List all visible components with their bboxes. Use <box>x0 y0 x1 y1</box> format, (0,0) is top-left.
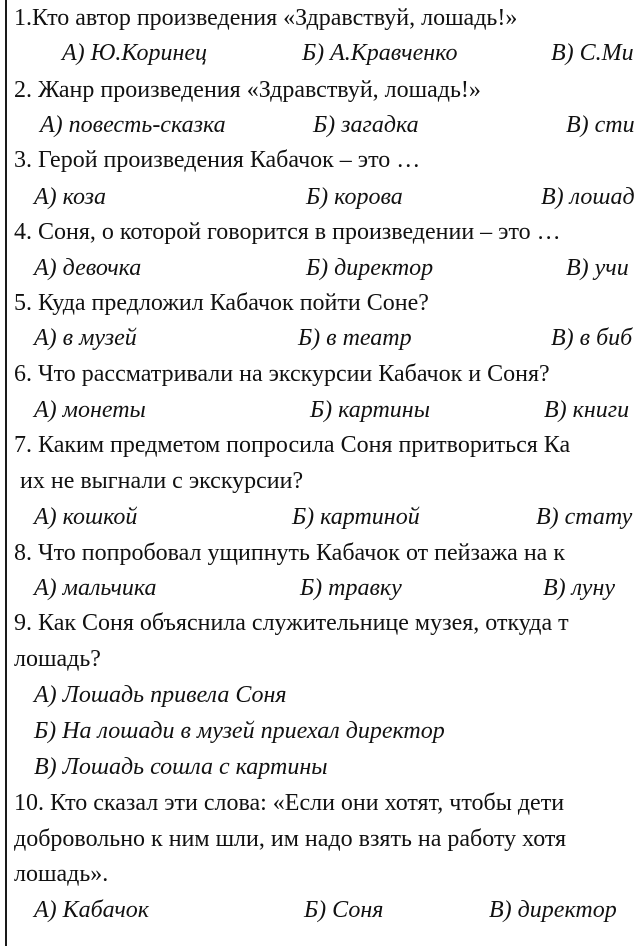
question-3-options <box>0 182 640 212</box>
question-4-option-a[interactable]: А) девочка <box>34 255 142 281</box>
question-6-option-a[interactable]: А) монеты <box>34 397 146 423</box>
question-5-option-a[interactable]: А) в музей <box>34 325 137 351</box>
question-8-option-a[interactable]: А) мальчика <box>34 575 157 601</box>
question-4-text: 4. Соня, о которой говорится в произведении – это … <box>14 219 561 245</box>
question-1-option-a[interactable]: А) Ю.Коринец <box>62 40 208 66</box>
question-6-option-b[interactable]: Б) картины <box>310 397 430 423</box>
question-4-options <box>0 253 640 283</box>
question-3-option-b[interactable]: Б) корова <box>306 184 403 210</box>
question-5-option-c[interactable]: В) в биб <box>551 325 633 351</box>
question-1-option-c[interactable]: В) С.Ми <box>551 40 634 66</box>
question-2-text: 2. Жанр произведения «Здравствуй, лошадь!» <box>14 77 481 103</box>
question-8-option-c[interactable]: В) луну <box>543 575 616 601</box>
question-8-text: 8. Что попробовал ущипнуть Кабачок от пейзажа на к <box>14 540 565 566</box>
question-7-option-a[interactable]: А) кошкой <box>34 504 138 530</box>
question-7-text: 7. Каким предметом попросила Соня притвориться Ка <box>14 432 571 458</box>
question-7-continuation: их не выгнали с экскурсии? <box>20 468 304 494</box>
question-10-option-c[interactable]: В) директор <box>489 897 617 923</box>
question-9-option-a[interactable]: А) Лошадь привела Соня <box>34 682 287 708</box>
question-2-option-c[interactable]: В) сти <box>566 112 635 138</box>
question-5-option-b[interactable]: Б) в театр <box>298 325 412 351</box>
question-4-option-c[interactable]: В) учи <box>566 255 629 281</box>
question-3-option-a[interactable]: А) коза <box>34 184 107 210</box>
question-1-options <box>0 38 640 68</box>
question-1-option-b[interactable]: Б) А.Кравченко <box>302 40 458 66</box>
question-2-options <box>0 110 640 140</box>
question-4-option-b[interactable]: Б) директор <box>306 255 434 281</box>
question-10-text: 10. Кто сказал эти слова: «Если они хотят, чтобы дети <box>14 790 565 816</box>
question-10-options <box>0 895 640 925</box>
question-7-option-c[interactable]: В) стату <box>536 504 633 530</box>
question-9-text: 9. Как Соня объяснила служительнице музея, откуда т <box>14 610 569 636</box>
left-border-line <box>5 0 7 946</box>
question-8-option-b[interactable]: Б) травку <box>300 575 402 601</box>
question-9-option-b[interactable]: Б) На лошади в музей приехал директор <box>34 718 445 744</box>
question-2-option-b[interactable]: Б) загадка <box>313 112 419 138</box>
question-5-text: 5. Куда предложил Кабачок пойти Соне? <box>14 290 429 316</box>
question-10-continuation-1: добровольно к ним шли, им надо взять на работу хотя <box>14 826 567 852</box>
question-7-option-b[interactable]: Б) картиной <box>292 504 420 530</box>
question-6-options <box>0 395 640 425</box>
question-7-options <box>0 502 640 532</box>
question-8-options <box>0 573 640 603</box>
question-10-option-b[interactable]: Б) Соня <box>304 897 384 923</box>
question-9-continuation: лошадь? <box>14 646 101 672</box>
question-10-continuation-2: лошадь». <box>14 861 109 887</box>
question-3-text: 3. Герой произведения Кабачок – это … <box>14 147 421 173</box>
question-10-option-a[interactable]: А) Кабачок <box>34 897 150 923</box>
question-6-option-c[interactable]: В) книги <box>544 397 630 423</box>
question-6-text: 6. Что рассматривали на экскурсии Кабачок и Соня? <box>14 361 550 387</box>
question-9-option-c[interactable]: В) Лошадь сошла с картины <box>34 754 328 780</box>
question-2-option-a[interactable]: А) повесть-сказка <box>40 112 226 138</box>
question-5-options <box>0 323 640 353</box>
question-3-option-c[interactable]: В) лошад <box>541 184 635 210</box>
question-1-text: 1.Кто автор произведения «Здравствуй, лошадь!» <box>14 5 518 31</box>
